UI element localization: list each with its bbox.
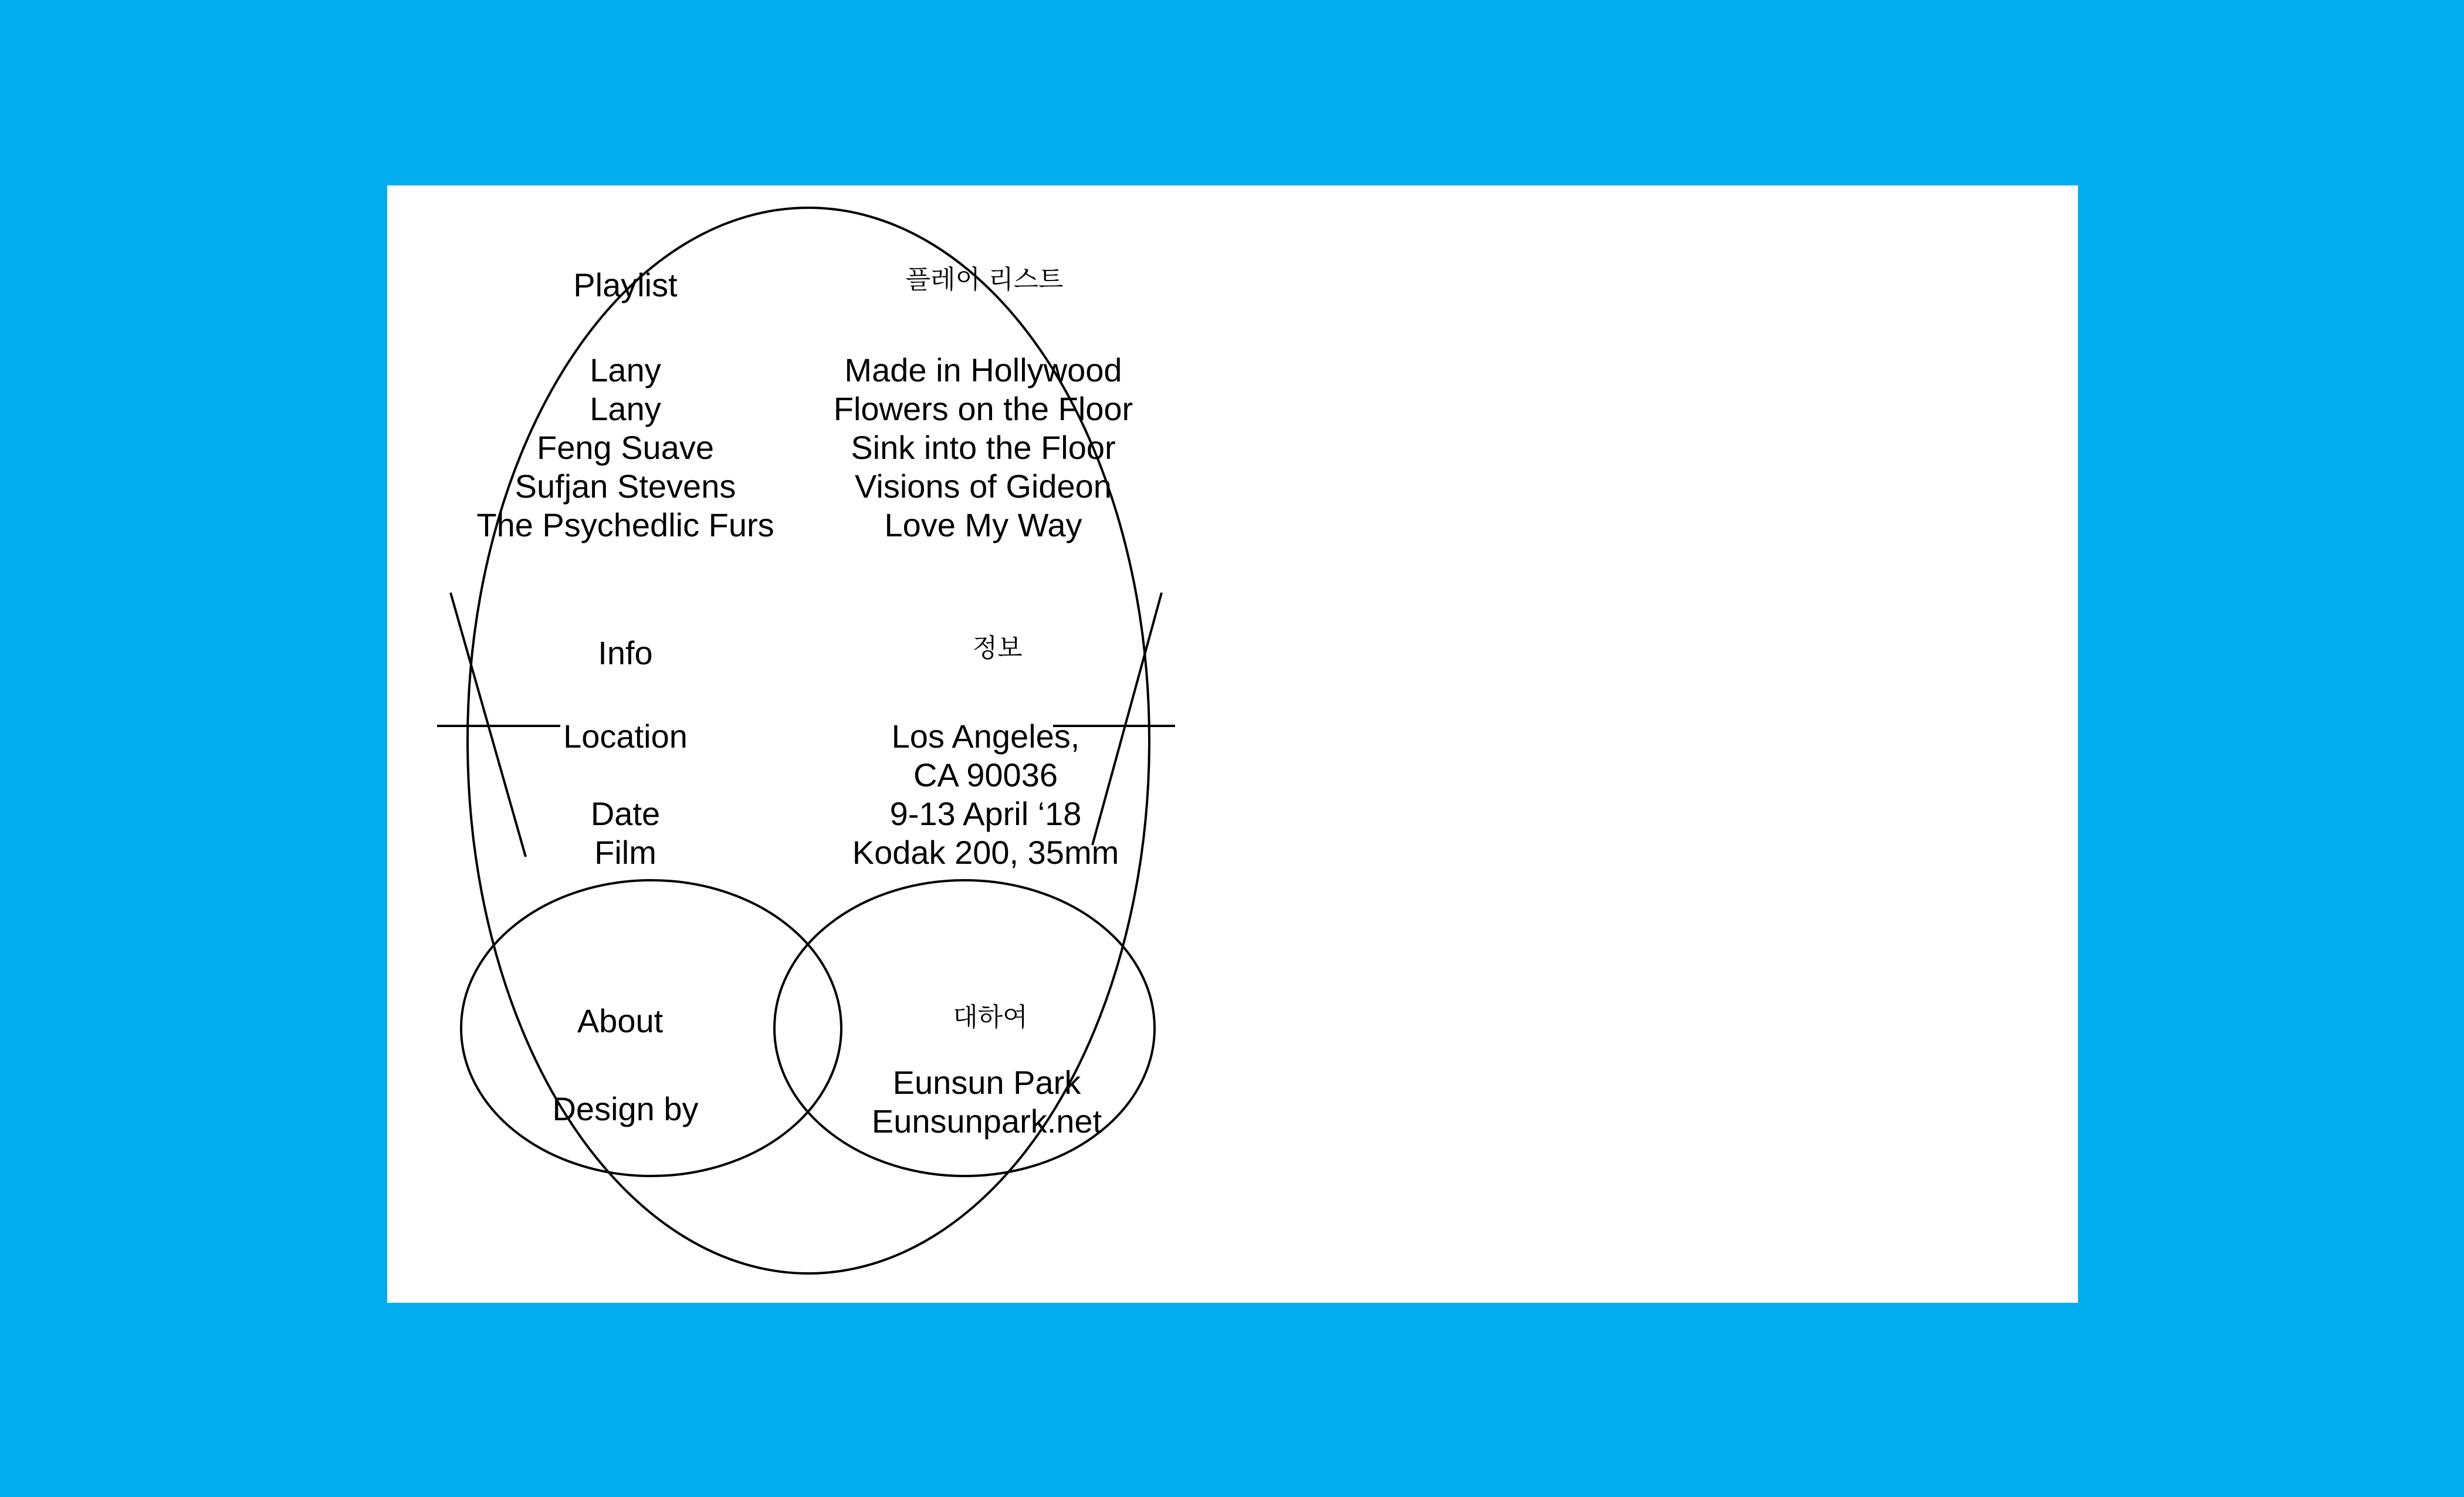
- location-label: Location: [563, 718, 688, 755]
- design-by-label: Design by: [552, 1090, 699, 1127]
- location-line-2: CA 90036: [913, 756, 1058, 793]
- track-title: Love My Way: [884, 506, 1082, 543]
- designer-website-link[interactable]: Eunsunpark.net: [871, 1103, 1102, 1140]
- date-label: Date: [590, 795, 661, 832]
- designer-name: Eunsun Park: [892, 1064, 1081, 1101]
- info-heading: Info: [598, 634, 653, 671]
- location-line-1: Los Angeles,: [891, 718, 1080, 755]
- track-artist: Lany: [590, 352, 661, 388]
- about-heading-korean: 대하여: [953, 1002, 1028, 1032]
- track-artist: Sufjan Stevens: [515, 468, 736, 505]
- info-heading-korean: 정보: [972, 633, 1023, 663]
- playlist-heading-korean: 플레이 리스트: [905, 265, 1064, 295]
- track-artist: Lany: [590, 390, 661, 427]
- right-diagonal-line: [1092, 593, 1162, 845]
- playlist-heading: Playlist: [573, 266, 678, 303]
- about-heading: About: [577, 1002, 664, 1039]
- track-artist: The Psychedlic Furs: [476, 506, 774, 543]
- track-title: Flowers on the Floor: [833, 390, 1133, 427]
- film-label: Film: [594, 834, 656, 871]
- track-title: Visions of Gideon: [855, 468, 1112, 505]
- date-value: 9-13 April ‘18: [889, 795, 1082, 832]
- track-title: Made in Hollywood: [844, 352, 1122, 388]
- film-value: Kodak 200, 35mm: [852, 834, 1119, 871]
- track-artist: Feng Suave: [537, 429, 714, 466]
- track-title: Sink into the Floor: [851, 429, 1116, 466]
